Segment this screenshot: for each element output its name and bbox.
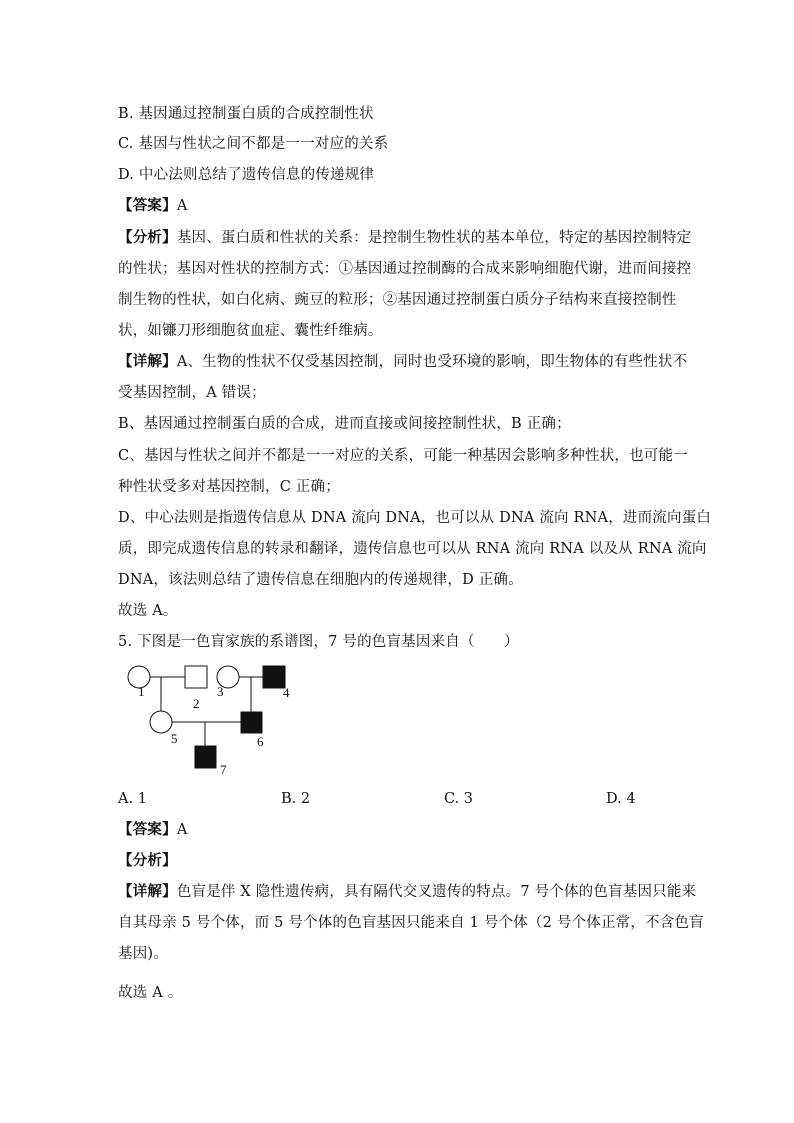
q4-analysis-line-1: 【分析】基因、蛋白质和性状的关系：是控制生物性状的基本单位，特定的基因控制特定 <box>118 229 692 246</box>
label-4: 4 <box>283 685 290 700</box>
q4-answer <box>118 196 187 216</box>
individual-2-male-normal <box>185 666 207 688</box>
q4-detail-line-2: 受基因控制，A 错误； <box>118 385 266 401</box>
q5-question: 5. 下图是一色盲家族的系谱图，7 号的色盲基因来自（ ） <box>118 634 519 650</box>
pedigree-svg <box>118 655 318 775</box>
answer-tag: 【答案】 <box>118 821 177 838</box>
q5-detail-line-1: 【详解】色盲是伴 X 隐性遗传病，具有隔代交叉遗传的特点。7 号个体的色盲基因只能来 <box>118 883 697 900</box>
q5-detail-line-3: 基因)。 <box>118 946 168 962</box>
option-b-text: B. 基因通过控制蛋白质的合成控制性状 <box>118 106 374 122</box>
q4-detail-line-7: 质，即完成遗传信息的转录和翻译，遗传信息也可以从 RNA 流向 RNA 以及从 RNA 流向 <box>118 541 707 557</box>
q4-detail-line-1: 【详解】A、生物的性状不仅受基因控制，同时也受环境的影响，即生物体的有些性状不 <box>118 353 688 370</box>
q4-detail-line-4: C、基因与性状之间并不都是一一对应的关系，可能一种基因会影响多种性状，也可能一 <box>118 448 688 464</box>
q5-option-b: B. 2 <box>281 791 311 807</box>
detail-tag: 【详解】 <box>118 883 177 900</box>
label-3: 3 <box>217 684 224 699</box>
q4-conclusion: 故选 A。 <box>118 603 178 619</box>
q4-detail-line-3: B、基因通过控制蛋白质的合成，进而直接或间接控制性状，B 正确； <box>118 416 571 432</box>
q4-detail-line-6: D、中心法则是指遗传信息从 DNA 流向 DNA，也可以从 DNA 流向 RNA，进而流向蛋白 <box>118 510 712 526</box>
label-2: 2 <box>193 696 200 711</box>
individual-4-male-affected <box>263 666 285 688</box>
analysis-tag: 【分析】 <box>118 229 177 246</box>
q4-analysis-line-2: 的性状；基因对性状的控制方式：①基因通过控制酶的合成来影响细胞代谢，进而间接控 <box>118 261 692 277</box>
individual-7-male-affected <box>195 746 216 768</box>
answer-value: A <box>176 822 188 838</box>
answer-value: A <box>176 198 188 214</box>
option-d-text: D. 中心法则总结了遗传信息的传递规律 <box>118 167 375 183</box>
pedigree-chart <box>118 655 318 775</box>
label-6: 6 <box>257 734 264 749</box>
detail-tag: 【详解】 <box>118 353 177 370</box>
label-1: 1 <box>138 684 145 699</box>
q5-answer <box>118 820 187 840</box>
q4-analysis-line-4: 状，如镰刀形细胞贫血症、囊性纤维病。 <box>118 323 383 339</box>
q5-analysis-tag: 【分析】 <box>118 852 177 869</box>
option-c-text: C. 基因与性状之间不都是一一对应的关系 <box>118 136 389 152</box>
q4-detail-line-8: DNA，该法则总结了遗传信息在细胞内的传递规律，D 正确。 <box>118 572 523 588</box>
q5-conclusion: 故选 A 。 <box>118 985 183 1001</box>
individual-6-male-affected <box>241 712 262 733</box>
label-5: 5 <box>171 731 178 746</box>
q5-option-d: D. 4 <box>606 791 636 807</box>
q5-option-c: C. 3 <box>444 791 474 807</box>
answer-tag: 【答案】 <box>118 197 177 214</box>
individual-5-female-normal <box>150 711 172 733</box>
q5-option-a: A. 1 <box>118 791 147 807</box>
q4-detail-line-5: 种性状受多对基因控制，C 正确； <box>118 479 340 495</box>
label-7: 7 <box>220 762 227 775</box>
q5-detail-line-2: 自其母亲 5 号个体，而 5 号个体的色盲基因只能来自 1 号个体（2 号个体正常，不含色盲 <box>118 915 704 931</box>
q4-analysis-line-3: 制生物的性状，如白化病、豌豆的粒形；②基因通过控制蛋白质分子结构来直接控制性 <box>118 292 677 308</box>
